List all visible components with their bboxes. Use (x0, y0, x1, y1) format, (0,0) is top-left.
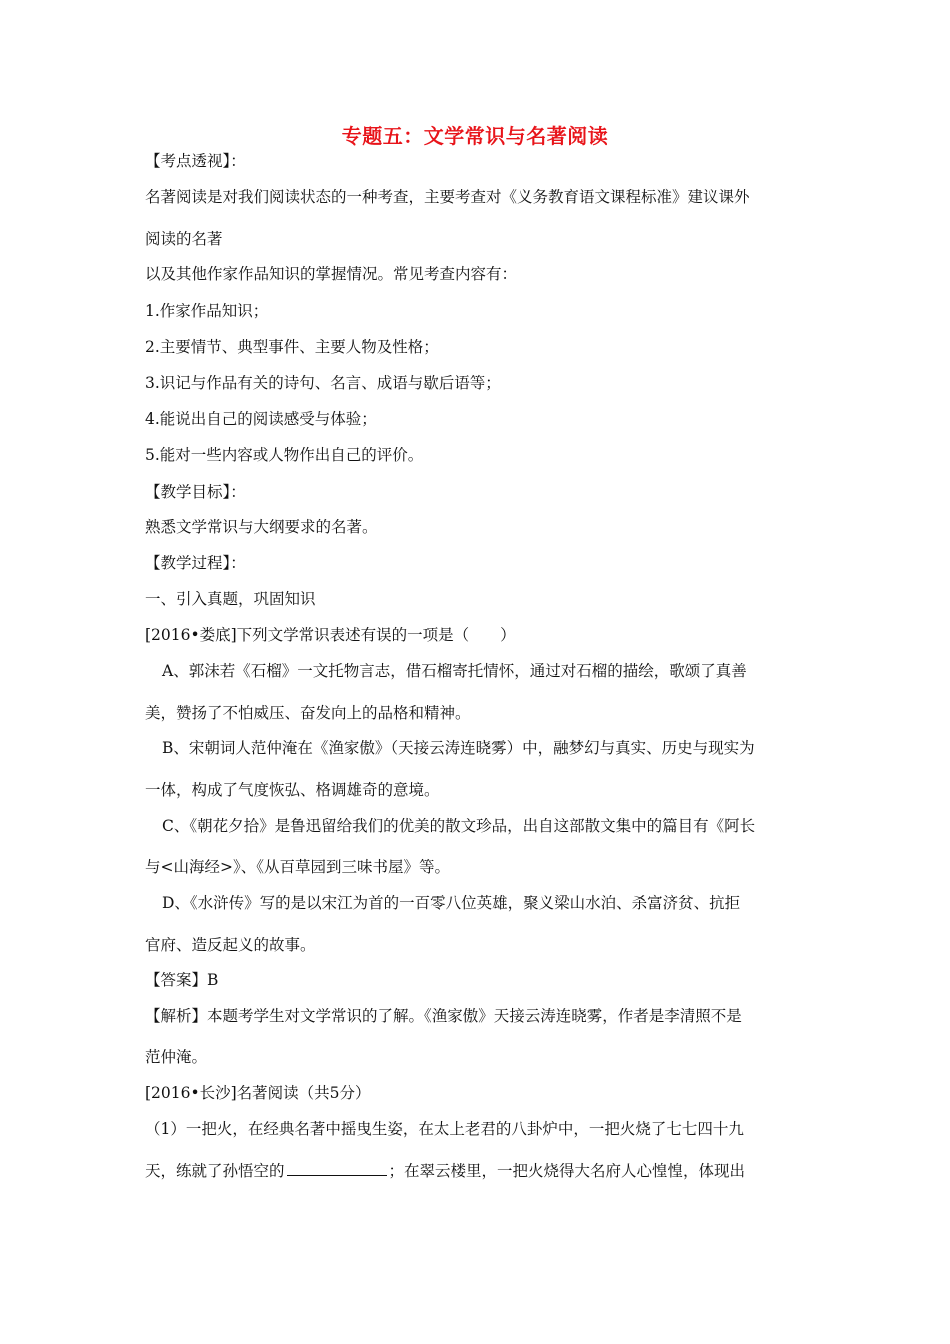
option-d-line-2: 官府、造反起义的故事。 (145, 936, 316, 954)
list-item: 5.能对一些内容或人物作出自己的评价。 (145, 446, 424, 464)
answer-text: 【答案】B (145, 971, 219, 989)
option-a-line-2: 美，赞扬了不怕威压、奋发向上的品格和精神。 (145, 704, 471, 722)
question-2-part-1-line-2 (145, 1161, 815, 1181)
option-c-line-2: 与<山海经>》、《从百草园到三味书屋》等。 (145, 858, 450, 876)
analysis-line-2: 范仲淹。 (145, 1048, 208, 1066)
guocheng-heading: 【教学过程】： (145, 554, 246, 572)
question-2-intro: [2016•长沙]名著阅读（共5分） (145, 1084, 371, 1102)
analysis-line-1: 【解析】本题考学生对文学常识的了解。《渔家傲》天接云涛连晓雾，作者是李清照不是 (145, 1007, 742, 1025)
question-2-text-before-blank: 天，练就了孙悟空的 (145, 1162, 285, 1180)
option-c-line-1: C、《朝花夕拾》是鲁迅留给我们的优美的散文珍品，出自这部散文集中的篇目有《阿长 (162, 817, 756, 835)
kaodian-heading: 【考点透视】： (145, 152, 246, 170)
list-item: 3.识记与作品有关的诗句、名言、成语与歇后语等； (145, 374, 501, 392)
option-d-line-1: D、《水浒传》写的是以宋江为首的一百零八位英雄，聚义梁山水泊、杀富济贫、抗拒 (162, 894, 741, 912)
kaodian-paragraph-1-cont: 阅读的名著 (145, 230, 223, 248)
list-item: 2.主要情节、典型事件、主要人物及性格； (145, 338, 439, 356)
option-a-line-1: A、郭沫若《石榴》一文托物言志，借石榴寄托情怀，通过对石榴的描绘，歌颂了真善 (162, 662, 747, 680)
kaodian-paragraph-2: 以及其他作家作品知识的掌握情况。常见考查内容有： (145, 265, 518, 283)
question-1-intro: [2016•娄底]下列文学常识表述有误的一项是（ ） (145, 626, 516, 644)
list-item: 4.能说出自己的阅读感受与体验； (145, 410, 377, 428)
step-1-heading: 一、引入真题，巩固知识 (145, 590, 316, 608)
question-2-text-after-blank: ；在翠云楼里，一把火烧得大名府人心惶惶，体现出 (388, 1162, 746, 1180)
mubiao-heading: 【教学目标】： (145, 483, 246, 501)
list-item: 1.作家作品知识； (145, 302, 269, 320)
answer-blank (287, 1161, 387, 1176)
question-2-part-1-line-1: （1）一把火，在经典名著中摇曳生姿，在太上老君的八卦炉中，一把火烧了七七四十九 (145, 1120, 744, 1138)
option-b-line-2: 一体，构成了气度恢弘、格调雄奇的意境。 (145, 781, 440, 799)
mubiao-text: 熟悉文学常识与大纲要求的名著。 (145, 518, 378, 536)
document-title: 专题五：文学常识与名著阅读 (341, 124, 609, 148)
kaodian-paragraph-1: 名著阅读是对我们阅读状态的一种考查，主要考查对《义务教育语文课程标准》建议课外 (145, 188, 750, 206)
option-b-line-1: B、宋朝词人范仲淹在《渔家傲》（天接云涛连晓雾）中，融梦幻与真实、历史与现实为 (162, 739, 755, 757)
